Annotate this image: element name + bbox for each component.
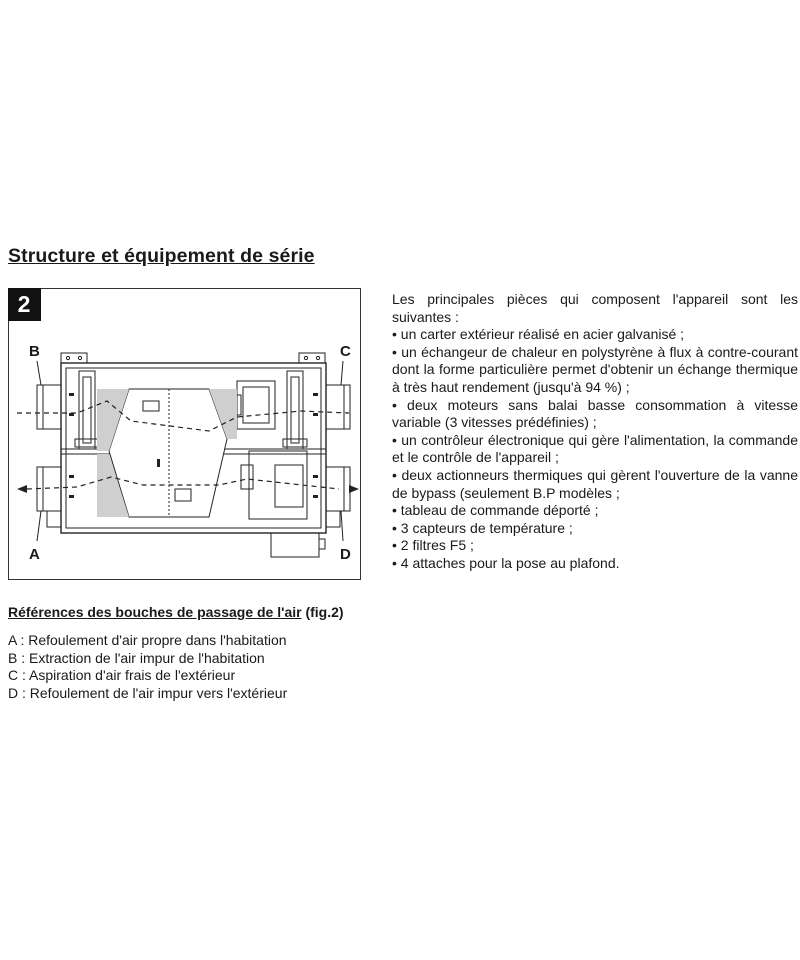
reference-item: D : Refoulement de l'air impur vers l'extérieur <box>8 685 288 702</box>
equipment-item: • deux moteurs sans balai basse consommation à vitesse variable (3 vitesses prédéfinies) ; <box>392 396 798 431</box>
equipment-item: • un carter extérieur réalisé en acier galvanisé ; <box>392 326 685 343</box>
figure-number: 2 <box>8 288 41 321</box>
references-list <box>8 632 287 703</box>
ventilation-unit-diagram <box>9 289 359 578</box>
description-intro: Les principales pièces qui composent l'appareil sont les suivantes : <box>392 291 798 325</box>
figure-2 <box>8 288 361 580</box>
equipment-item: • 4 attaches pour la pose au plafond. <box>392 554 620 571</box>
section-title: Structure et équipement de série <box>8 245 315 267</box>
reference-item: C : Aspiration d'air frais de l'extérieur <box>8 667 236 684</box>
equipment-item: • un échangeur de chaleur en polystyrène à flux à contre-courant dont la forme particulière permet d'obtenir un échange thermique à très haut rendement (jusqu'à 94 %) ; <box>392 343 798 395</box>
references-title-main: Références des bouches de passage de l'air <box>8 604 302 620</box>
equipment-item: • deux actionneurs thermiques qui gèrent l'ouverture de la vanne de bypass (seulement B.P modèles ; <box>392 466 798 501</box>
reference-item: A : Refoulement d'air propre dans l'habitation <box>8 632 287 648</box>
label-a: A <box>29 546 40 563</box>
equipment-item: • 3 capteurs de température ; <box>392 519 573 536</box>
references-title-suffix: (fig.2) <box>301 604 344 620</box>
equipment-item: • un contrôleur électronique qui gère l'alimentation, la commande et le contrôle de l'appareil ; <box>392 431 798 466</box>
references-title <box>8 604 344 620</box>
label-b: B <box>29 343 40 360</box>
equipment-item: • tableau de commande déporté ; <box>392 502 599 519</box>
label-c: C <box>340 343 351 360</box>
equipment-list <box>392 326 798 572</box>
equipment-item: • 2 filtres F5 ; <box>392 537 474 554</box>
label-d: D <box>340 546 351 563</box>
equipment-description <box>392 291 798 573</box>
reference-item: B : Extraction de l'air impur de l'habitation <box>8 649 265 666</box>
